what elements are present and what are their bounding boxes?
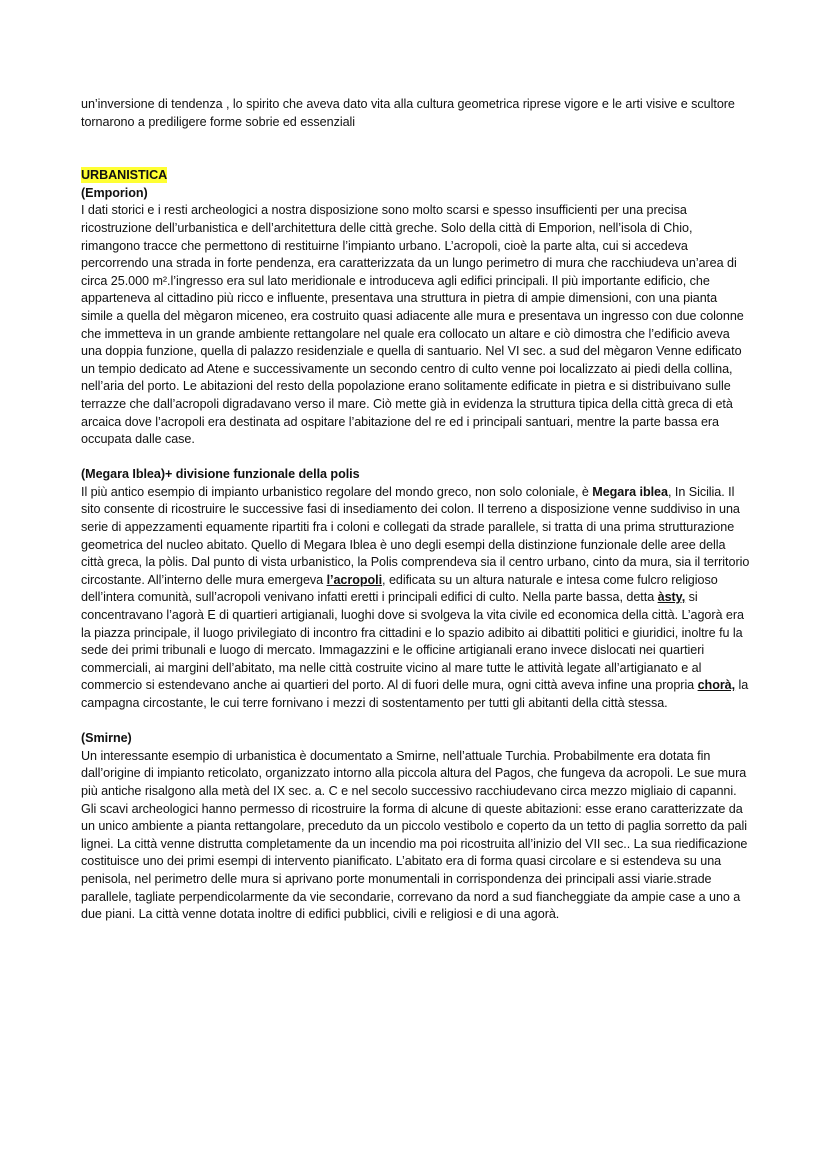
chora-term: chorà,	[697, 678, 736, 693]
megara-paragraph	[81, 484, 751, 713]
acropoli-term: l’acropoli	[326, 572, 383, 587]
spacer	[81, 713, 751, 731]
megara-bold-name: Megara iblea	[592, 484, 668, 499]
megara-heading: (Megara Iblea)+ divisione funzionale della polis	[81, 467, 360, 482]
document-page	[81, 96, 751, 924]
spacer	[81, 449, 751, 467]
section-title-row	[81, 167, 751, 185]
smirne-paragraph: Un interessante esempio di urbanistica è documentato a Smirne, nell’attuale Turchia. Probabilmente era dotata fin dall’origine di impianto reticolato, organizzato intorno alla piccola altura del Pagos, che fungeva da acropoli. Le sue mura più antiche risalgono alla metà del IX sec. a. C e nel secolo successivo racchiudevano circa mezzo migliaio di capanni. Gli scavi archeologici hanno permesso di ricostruire la forma di alcune di queste abitazioni: esse erano caratterizzate da un unico ambiente a pianta rettangolare, preceduto da un piccolo vestibolo e coperto da un tetto di paglia sorretto da pali lignei. La città venne distrutta completamente da un incendio ma poi ricostruita all’inizio del VII sec.. La sua riedificazione costituisce uno dei primi esempi di intervento pianificato. L’abitato era di forma quasi circolare e si estendeva su una penisola, nel perimetro delle mura si aprivano porte monumentali in corrispondenza dei principali assi viarie.strade parallele, tagliate perpendicolarmente da vie secondarie, correvano da nord a sud fiancheggiate da ampie case a uno a due piani. La città venne dotata inoltre di edifici pubblici, civili e religiosi e di una agorà.	[81, 748, 748, 922]
smirne-heading: (Smirne)	[81, 731, 132, 746]
megara-text-3: , edificata su un altura naturale e intesa come fulcro religioso dell’intera comunità, sull’acropoli venivano infatti eretti i principali edifici di culto. Nella parte bassa, detta	[81, 572, 718, 605]
megara-text-2: , In Sicilia. Il sito consente di ricostruire le successive fasi di insediamento dei colon. Il terreno a disposizione venne suddiviso in una serie di appezzamenti equamente ripartiti fra i coloni e collegati da strade parallele, si tratta di una prima strutturazione geometrica del nucleo abitato. Quello di Megara Iblea è uno degli esempi della distinzione funzionale delle aree della città greca, la pòlis. Dal punto di vista urbanistico, la Polis comprendeva sia il centro urbano, cinto da mura, sia il territorio circostante. All’interno delle mura emergeva	[81, 484, 750, 587]
emporion-heading: (Emporion)	[81, 185, 148, 200]
intro-paragraph: un’inversione di tendenza , lo spirito che aveva dato vita alla cultura geometrica riprese vigore e le arti visive e scultore tornarono a prediligere forme sobrie ed essenziali	[81, 97, 735, 129]
spacer	[81, 131, 751, 167]
megara-text-5: la campagna circostante, le cui terre fornivano i mezzi di sostentamento per tutti gli abitanti della città stessa.	[81, 678, 749, 710]
megara-text-1: Il più antico esempio di impianto urbanistico regolare del mondo greco, non solo coloniale, è	[81, 484, 593, 499]
asty-term: àsty,	[657, 590, 686, 605]
megara-text-4: si concentravano l’agorà E di quartieri artigianali, luoghi dove si svolgeva la vita civile ed economica della città. L’agorà era la piazza principale, il luogo privilegiato di incontro fra cittadini e lo spazio adibito ai dibattiti politici e giuridici, inoltre fu la sede dei primi tribunali e luogo di mercato. Immagazzini e le officine artigianali erano invece dislocati nei quartieri commerciali, ai margini dell’abitato, ma nelle città costruite vicino al mare tutte le attività legate all’artigianato e al commercio si estendevano anche ai quartieri del porto. Al di fuori delle mura, ogni città aveva infine una propria	[81, 590, 744, 693]
section-title: URBANISTICA	[81, 168, 168, 183]
emporion-paragraph: I dati storici e i resti archeologici a nostra disposizione sono molto scarsi e spesso insufficienti per una precisa ricostruzione dell’urbanistica e dell’architettura delle città greche. Solo della città di Emporion, nell’isola di Chio, rimangono tracce che permettono di restituirne l’impianto urbano. L’acropoli, cioè la parte alta, cui si accedeva percorrendo una strada in forte pendenza, era caratterizzata da un lungo perimetro di mura che racchiudeva un’area di circa 25.000 m².l’ingresso era sul lato meridionale e introduceva agli edifici principali. Il più importante edificio, che apparteneva al cittadino più ricco e influente, presentava una struttura in pietra di ampie dimensioni, con una pianta simile a quella del mègaron miceneo, era costruito quasi adiacente alle mura e presentava un ingresso con due colonne che immetteva in un grande ambiente rettangolare nel quale era collocato un altare e ciò dimostra che l’edificio aveva una doppia funzione, quella di palazzo residenziale e quella di santuario. Nel VI sec. a sud del mègaron Venne edificato un tempio dedicato ad Atene e successivamente un secondo centro di culto venne poi localizzato ai piedi della collina, nell’aria del porto. Le abitazioni del resto della popolazione erano solitamente edificate in pietra e si distribuivano sulle terrazze che dall’acropoli digradavano verso il mare. Ciò mette già in evidenza la struttura tipica della città greca di età arcaica dove l’acropoli era destinata ad ospitare l’abitazione del re ed i principali santuari, mentre la parte bassa era occupata dalle case.	[81, 203, 744, 447]
